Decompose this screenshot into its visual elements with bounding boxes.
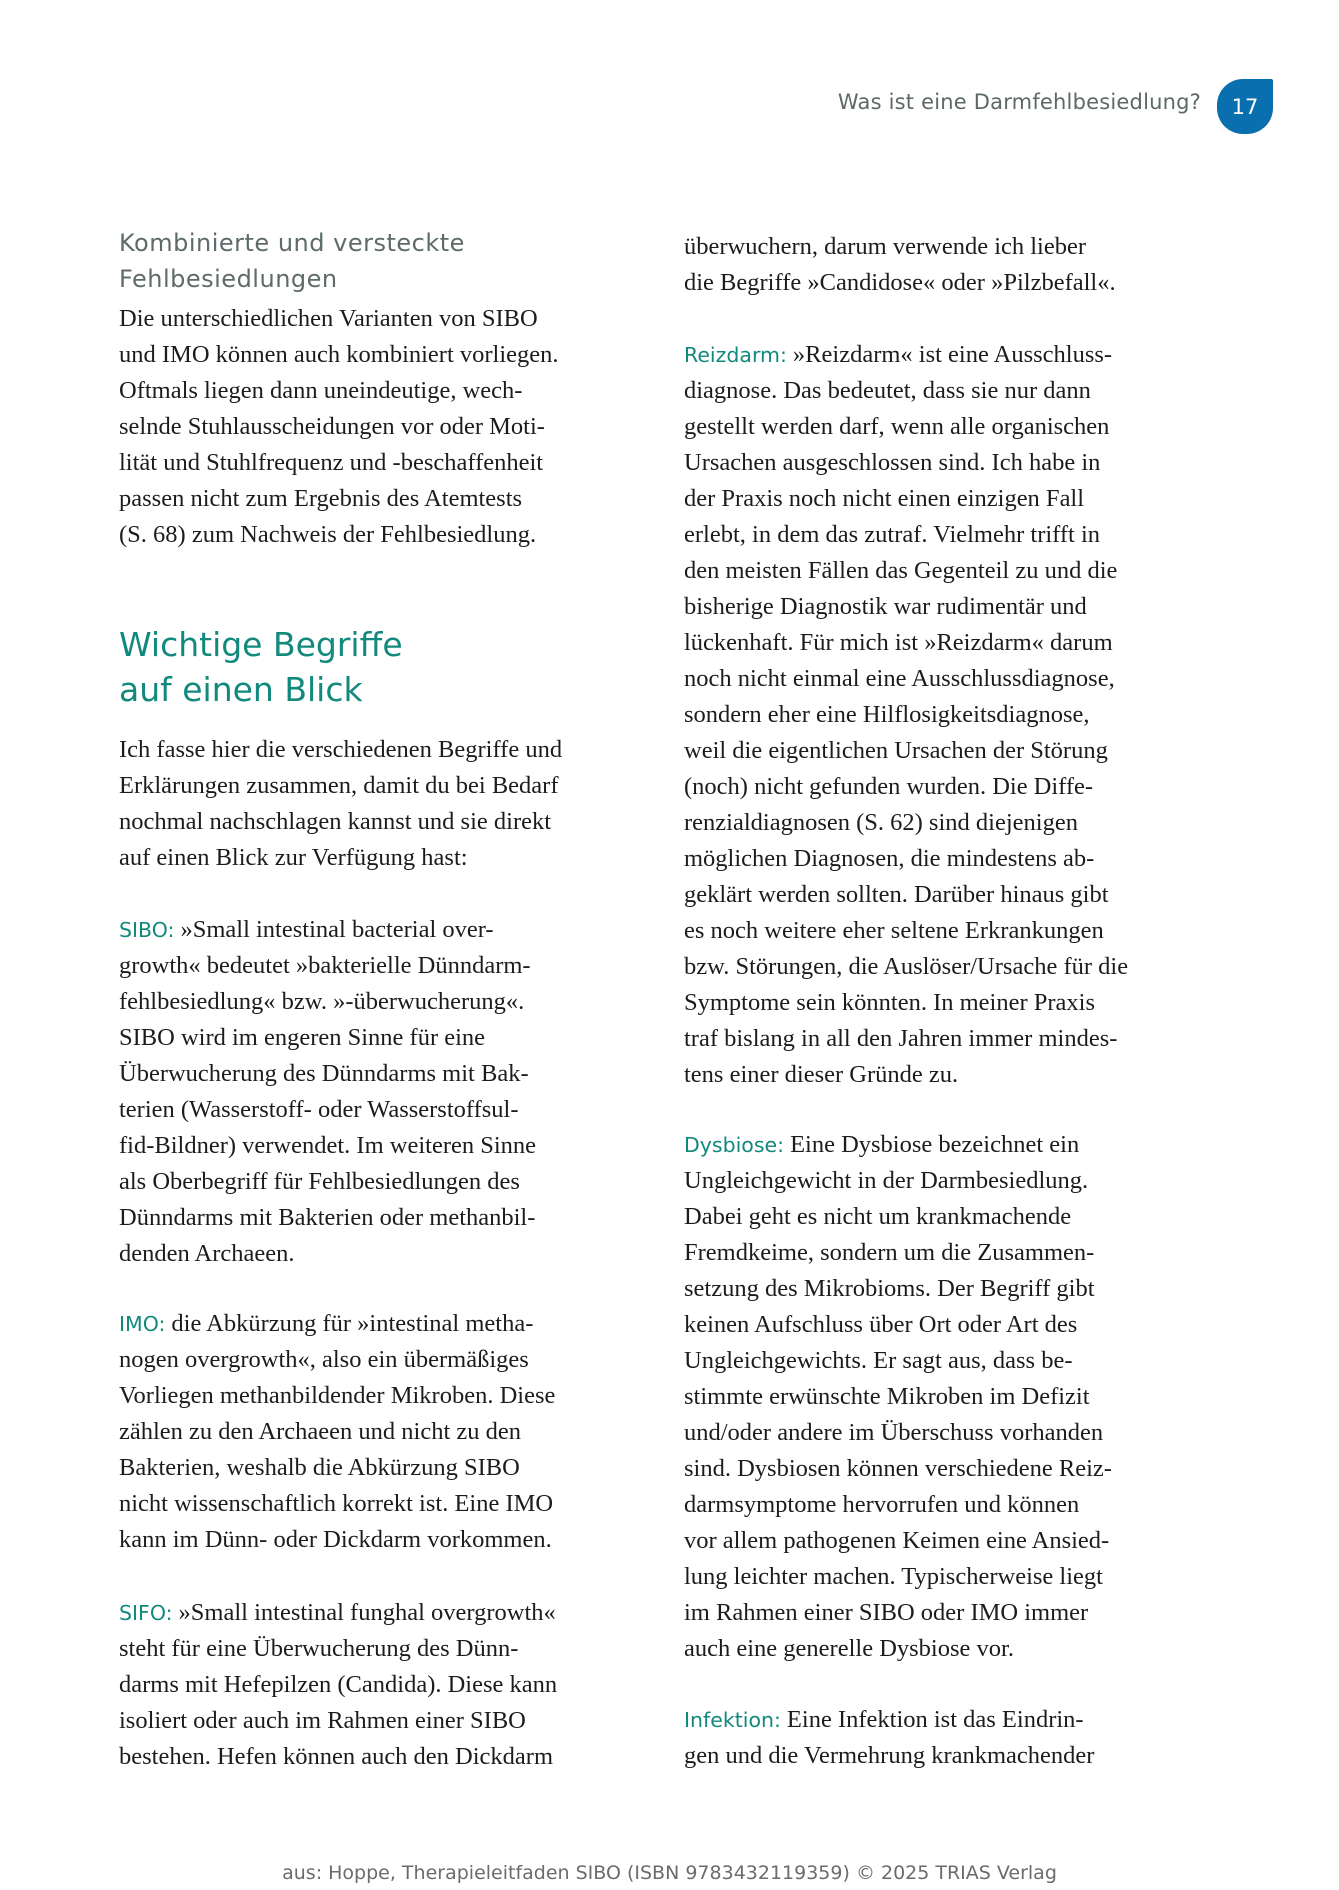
line-text: als Oberbegriff für Fehlbesiedlungen des [119,1168,520,1195]
text-line [684,733,1128,769]
line-text: denden Archaeen. [119,1240,295,1267]
line-text: Erklärungen zusammen, damit du bei Bedarf [119,772,559,799]
line-text: bzw. Störungen, die Auslöser/Ursache für die [684,953,1129,980]
text-line [684,445,1128,481]
text-line [119,948,536,984]
line-text: und/oder andere im Überschuss vorhanden [684,1419,1104,1446]
text-line [684,877,1128,913]
line-text: Dabei geht es nicht um krankmachende [684,1203,1072,1230]
text-line [684,985,1128,1021]
text-line [119,1378,555,1414]
text-line [119,1450,555,1486]
term-sibo [119,912,536,1272]
line-text: sind. Dysbiosen können verschiedene Reiz- [684,1455,1112,1482]
text-line [119,840,562,876]
line-text: es noch weitere eher seltene Erkrankungen [684,917,1104,944]
text-line [119,1236,536,1272]
text-line [684,589,1128,625]
line-text: den meisten Fällen das Gegenteil zu und die [684,557,1118,584]
text-line [684,1199,1112,1235]
line-text: lückenhaft. Für mich ist »Reizdarm« darum [684,629,1113,656]
line-text: noch nicht einmal eine Ausschlussdiagnose, [684,665,1115,692]
line-text: auch eine generelle Dysbiose vor. [684,1635,1014,1662]
line-text: selnde Stuhlausscheidungen vor oder Moti- [119,413,545,440]
text-line [119,984,536,1020]
text-line [684,337,1128,373]
text-line [119,1414,555,1450]
line-text: nogen overgrowth«, also ein übermäßiges [119,1346,529,1373]
line-text: Bakterien, weshalb die Abkürzung SIBO [119,1454,520,1481]
paragraph-kombiniert [119,301,559,553]
line-text: passen nicht zum Ergebnis des Atemtests [119,485,523,512]
subheading-line: Fehlbesiedlungen [119,265,338,293]
term-label: Infektion: [684,1708,781,1732]
term-label: Dysbiose: [684,1133,785,1157]
text-line [119,1056,536,1092]
copyright-footer: aus: Hoppe, Therapieleitfaden SIBO (ISBN 9783432119359) © 2025 TRIAS Verlag [282,1862,1057,1884]
line-text: (noch) nicht gefunden wurden. Die Diffe- [684,773,1094,800]
line-text: terien (Wasserstoff- oder Wasserstoffsul- [119,1096,519,1123]
line-text: »Reizdarm« ist eine Ausschluss- [792,341,1113,368]
line-text: steht für eine Überwucherung des Dünn- [119,1635,519,1662]
text-line [684,769,1128,805]
text-line [684,1415,1112,1451]
heading-line: auf einen Blick [119,670,363,709]
line-text: bestehen. Hefen können auch den Dickdarm [119,1743,554,1770]
line-text: Dünndarms mit Bakterien oder methanbil- [119,1204,536,1231]
text-line [119,1486,555,1522]
text-line [119,373,559,409]
text-line [119,912,536,948]
heading-line: Wichtige Begriffe [119,625,403,664]
line-text: darms mit Hefepilzen (Candida). Diese kann [119,1671,558,1698]
line-text: Ursachen ausgeschlossen sind. Ich habe in [684,449,1101,476]
line-text: nochmal nachschlagen kannst und sie direkt [119,808,552,835]
line-text: weil die eigentlichen Ursachen der Störung [684,737,1108,764]
text-line [684,1523,1112,1559]
text-line [119,804,562,840]
line-text: darmsymptome hervorrufen und können [684,1491,1080,1518]
line-text: sondern eher eine Hilflosigkeitsdiagnose, [684,701,1090,728]
line-text: nicht wissenschaftlich korrekt ist. Eine IMO [119,1490,554,1517]
text-line [119,1739,557,1775]
line-text: Eine Dysbiose bezeichnet ein [790,1131,1080,1158]
text-line [684,1631,1112,1667]
text-line [684,517,1128,553]
line-text: gestellt werden darf, wenn alle organischen [684,413,1110,440]
paragraph-intro [119,732,562,876]
term-label: IMO: [119,1312,166,1336]
line-text: Eine Infektion ist das Eindrin- [786,1706,1084,1733]
text-line [684,481,1128,517]
line-text: Fremdkeime, sondern um die Zusammen- [684,1239,1095,1266]
text-line [684,1451,1112,1487]
running-title: Was ist eine Darmfehlbesiedlung? [837,90,1201,114]
subheading-line: Kombinierte und versteckte [119,229,465,257]
term-label: SIFO: [119,1601,173,1625]
line-text: fehlbesiedlung« bzw. »-überwucherung«. [119,988,525,1015]
line-text: diagnose. Das bedeutet, dass sie nur dann [684,377,1091,404]
text-line [684,949,1128,985]
text-line [684,841,1128,877]
text-line [684,661,1128,697]
line-text: Die unterschiedlichen Varianten von SIBO [119,305,538,332]
line-text: Symptome sein könnten. In meiner Praxis [684,989,1095,1016]
line-text: renzialdiagnosen (S. 62) sind diejenigen [684,809,1078,836]
text-line [684,1163,1112,1199]
line-text: möglichen Diagnosen, die mindestens ab- [684,845,1095,872]
line-text: »Small intestinal funghal overgrowth« [178,1599,556,1626]
line-text: vor allem pathogenen Keimen eine Ansied- [684,1527,1110,1554]
text-line [684,1738,1094,1774]
text-line [684,1021,1128,1057]
line-text: lität und Stuhlfrequenz und -beschaffenheit [119,449,544,476]
text-line [119,1703,557,1739]
text-line [684,265,1116,301]
text-line [119,481,559,517]
line-text: stimmte erwünschte Mikroben im Defizit [684,1383,1090,1410]
line-text: setzung des Mikrobioms. Der Begriff gibt [684,1275,1095,1302]
line-text: bisherige Diagnostik war rudimentär und [684,593,1087,620]
text-line [119,1522,555,1558]
line-text: im Rahmen einer SIBO oder IMO immer [684,1599,1089,1626]
line-text: Vorliegen methanbildender Mikroben. Diese [119,1382,556,1409]
text-line [119,732,562,768]
page-number-badge: 17 [1217,79,1273,134]
text-line [684,229,1116,265]
line-text: zählen zu den Archaeen und nicht zu den [119,1418,522,1445]
text-line [119,1342,555,1378]
text-line [119,768,562,804]
section-heading [119,622,403,712]
line-text: (S. 68) zum Nachweis der Fehlbesiedlung. [119,521,537,548]
text-line [119,1306,555,1342]
text-line [684,805,1128,841]
text-line [684,1307,1112,1343]
text-line [119,1164,536,1200]
line-text: Oftmals liegen dann uneindeutige, wech- [119,377,523,404]
term-dysbiose [684,1127,1112,1667]
term-sifo-continued [684,229,1116,301]
term-imo [119,1306,555,1558]
text-line [119,445,559,481]
text-line [684,1127,1112,1163]
line-text: Überwucherung des Dünndarms mit Bak- [119,1060,529,1087]
text-line [119,301,559,337]
line-text: tens einer dieser Gründe zu. [684,1061,959,1088]
text-line [684,697,1128,733]
text-line [119,517,559,553]
line-text: die Abkürzung für »intestinal metha- [171,1310,534,1337]
line-text: Ich fasse hier die verschiedenen Begriffe und [119,736,563,763]
text-line [119,1092,536,1128]
text-line [119,1667,557,1703]
line-text: Ungleichgewicht in der Darmbesiedlung. [684,1167,1089,1194]
text-line [684,1271,1112,1307]
subheading [119,225,465,297]
line-text: die Begriffe »Candidose« oder »Pilzbefall«. [684,269,1116,296]
line-text: erlebt, in dem das zutraf. Vielmehr trifft in [684,521,1101,548]
text-line [684,373,1128,409]
text-line [119,1128,536,1164]
term-sifo [119,1595,557,1775]
text-line [119,337,559,373]
text-line [684,1487,1112,1523]
line-text: isoliert oder auch im Rahmen einer SIBO [119,1707,526,1734]
line-text: »Small intestinal bacterial over- [180,916,494,943]
line-text: überwuchern, darum verwende ich lieber [684,233,1087,260]
text-line [119,409,559,445]
line-text: Ungleichgewichts. Er sagt aus, dass be- [684,1347,1073,1374]
text-line [684,625,1128,661]
text-line [684,409,1128,445]
text-line [684,553,1128,589]
text-line [119,1020,536,1056]
line-text: auf einen Blick zur Verfügung hast: [119,844,468,871]
line-text: fid-Bildner) verwendet. Im weiteren Sinne [119,1132,537,1159]
text-line [684,913,1128,949]
term-reizdarm [684,337,1128,1093]
line-text: lung leichter machen. Typischerweise liegt [684,1563,1103,1590]
term-label: SIBO: [119,918,175,942]
text-line [119,1631,557,1667]
text-line [684,1343,1112,1379]
line-text: keinen Aufschluss über Ort oder Art des [684,1311,1078,1338]
text-line [684,1595,1112,1631]
term-infektion [684,1702,1094,1774]
text-line [684,1235,1112,1271]
line-text: traf bislang in all den Jahren immer mindes- [684,1025,1118,1052]
text-line [684,1057,1128,1093]
text-line [684,1702,1094,1738]
line-text: und IMO können auch kombiniert vorliegen. [119,341,559,368]
text-line [684,1379,1112,1415]
line-text: growth« bedeutet »bakterielle Dünndarm- [119,952,531,979]
text-line [684,1559,1112,1595]
text-line [119,1200,536,1236]
text-line [119,1595,557,1631]
line-text: SIBO wird im engeren Sinne für eine [119,1024,486,1051]
line-text: kann im Dünn- oder Dickdarm vorkommen. [119,1526,552,1553]
line-text: geklärt werden sollten. Darüber hinaus gibt [684,881,1109,908]
term-label: Reizdarm: [684,343,787,367]
line-text: der Praxis noch nicht einen einzigen Fall [684,485,1085,512]
line-text: gen und die Vermehrung krankmachender [684,1742,1095,1769]
